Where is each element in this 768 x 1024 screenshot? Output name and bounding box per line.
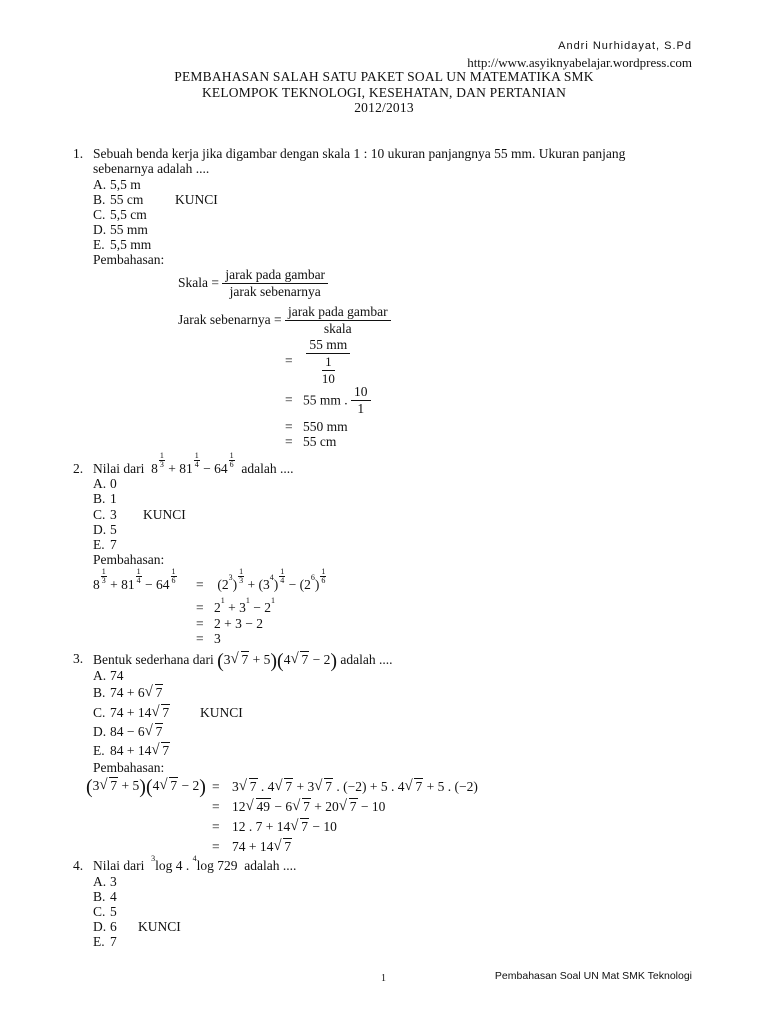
- option-e: E. 7: [93, 537, 117, 552]
- option-b: B. 55 cm: [93, 192, 144, 207]
- option-a: A. 5,5 m: [93, 177, 141, 192]
- option-c: C. 3: [93, 507, 117, 522]
- formula-step-1: = $\frac{55 mm}{\frac{1}{10}}$: [285, 338, 350, 385]
- formula-lhs: 8 $\frac{1}{3}$ + 81 $\frac{1}{4}$ − 64 $\frac{1}{6}$: [93, 567, 176, 592]
- question-1-text-line2: sebenarnya adalah ....: [93, 161, 210, 176]
- question-3-text: Bentuk sederhana dari (3√ 7 + 5)(4√ 7 − 2) adalah ....: [93, 650, 392, 672]
- answer-key-label: KUNCI: [200, 705, 243, 720]
- question-number-2: 2.: [73, 461, 84, 476]
- option-d: D. 84 − 6√ 7: [93, 725, 163, 740]
- option-e: E. 7: [93, 934, 117, 949]
- option-e: E. 5,5 mm: [93, 237, 152, 252]
- option-a: A. 3: [93, 874, 117, 889]
- question-1-text-line1: Sebuah benda kerja jika digambar dengan skala 1 : 10 ukuran panjangnya 55 mm. Ukuran panjang: [93, 146, 626, 161]
- formula-step-3: = 550 mm: [285, 419, 348, 434]
- question-number-1: 1.: [73, 146, 84, 161]
- author-name: Andri Nurhidayat, S.Pd: [558, 40, 692, 52]
- solution-label: Pembahasan:: [93, 760, 165, 775]
- option-c: C. 5,5 cm: [93, 207, 147, 222]
- solution-label: Pembahasan:: [93, 552, 165, 567]
- formula-step-4: = 3: [196, 631, 221, 646]
- question-number-4: 4.: [73, 858, 84, 873]
- answer-key-label: KUNCI: [143, 507, 186, 522]
- document-year: 2012/2013: [354, 100, 414, 115]
- formula-step-2: = $2^1 + 3^1 - 2^1$: [196, 596, 275, 615]
- formula-step-3: = 12 . 7 + 14√ 7 − 10: [212, 820, 337, 835]
- document-title: PEMBAHASAN SALAH SATU PAKET SOAL UN MATEMATIKA SMK: [174, 69, 594, 84]
- option-a: A. 74: [93, 668, 124, 683]
- option-e: E. 84 + 14√ 7: [93, 744, 170, 759]
- document-subtitle: KELOMPOK TEKNOLOGI, KESEHATAN, DAN PERTANIAN: [201, 85, 567, 100]
- question-4-text: Nilai dari $^3$log 4 . $^4$log 729 adalah ....: [93, 854, 297, 873]
- option-a: A. 0: [93, 476, 117, 491]
- formula-skala: Skala = $\frac{\text{jarak pada gambar}}{\text{jarak sebenarnya}}$: [178, 268, 328, 299]
- formula-step-2: = 12√ 49 − 6√ 7 + 20√ 7 − 10: [212, 800, 385, 815]
- option-c: C. 74 + 14√ 7: [93, 706, 170, 721]
- answer-key-label: KUNCI: [175, 192, 218, 207]
- option-d: D. 5: [93, 522, 117, 537]
- formula-step-1: = $(2^3)$ $\frac{1}{3}$ + $(3^4)$ $\frac{1}{4}$ − $(2^6)$ $\frac{1}{6}$: [196, 567, 326, 592]
- formula-step-4: = 74 + 14√ 7: [212, 840, 292, 855]
- formula-step-1: = 3√ 7 . 4√ 7 + 3√ 7 . (−2) + 5 . 4√ 7 + 5 . (−2): [212, 780, 478, 795]
- option-b: B. 74 + 6√ 7: [93, 686, 163, 701]
- formula-jarak-sebenarnya: Jarak sebenarnya = $\frac{\text{jarak pada gambar}}{\text{skala}}$: [178, 305, 391, 336]
- option-b: B. 4: [93, 889, 117, 904]
- footer-caption: Pembahasan Soal UN Mat SMK Teknologi: [494, 970, 692, 982]
- solution-label: Pembahasan:: [93, 252, 165, 267]
- website-url: http://www.asyiknyabelajar.wordpress.com: [467, 55, 692, 70]
- option-d: D. 55 mm: [93, 222, 148, 237]
- question-number-3: 3.: [73, 651, 84, 666]
- page-number: 1: [381, 973, 386, 984]
- option-d: D. 6: [93, 919, 117, 934]
- formula-step-3: = 2 + 3 − 2: [196, 616, 263, 631]
- question-2-text: Nilai dari 8 $\frac{1}{3}$ + 81 $\frac{1}{4}$ − 64 $\frac{1}{6}$ adalah ....: [93, 451, 294, 476]
- option-c: C. 5: [93, 904, 117, 919]
- formula-step-4: = 55 cm: [285, 434, 337, 449]
- answer-key-label: KUNCI: [138, 919, 181, 934]
- formula-step-2: = 55 mm . $\frac{10}{1}$: [285, 385, 371, 416]
- option-b: B. 1: [93, 491, 117, 506]
- formula-lhs: (3√ 7 + 5)(4√ 7 − 2): [86, 776, 206, 798]
